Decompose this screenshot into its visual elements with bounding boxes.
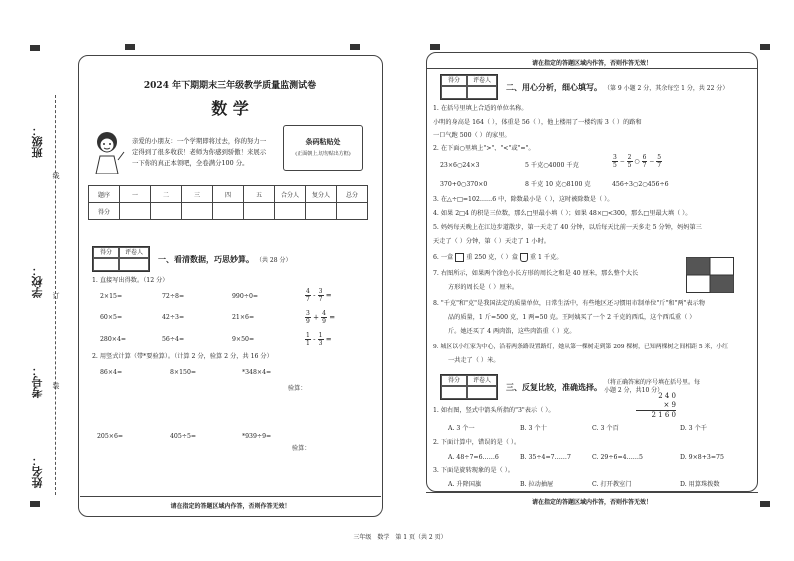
section3-note: （将正确答案的序号填在括号里。每小题 2 分，共10 分） <box>604 379 701 394</box>
section1-note: （共 28 分） <box>256 256 292 264</box>
cup-icon <box>520 253 528 262</box>
fill-q8b: 品的质量，1 斤=500 克，1 两=50 克。王阿姨买了一个 2 千克的西瓜，这个西瓜重（ ） <box>448 314 696 321</box>
mc-option[interactable]: A. 48÷7=6……6 <box>448 454 499 461</box>
class-label: 班级： <box>31 125 44 158</box>
score-cell[interactable] <box>120 203 151 220</box>
fill-q1b: 一口气跑 500（ ）的家里。 <box>433 132 511 139</box>
fill-q9b: 一共走了（ ）米。 <box>448 357 500 364</box>
mc-q1: 1. 如右图，竖式中箭头所指的"3"表示（ ）。 <box>433 407 555 414</box>
score-cell[interactable] <box>182 203 213 220</box>
score-table <box>88 185 368 220</box>
mc-option[interactable]: D. 用算珠拨数 <box>680 481 720 488</box>
vertical-calc: *939÷9= <box>242 433 272 440</box>
score-cell: 二 <box>151 186 182 203</box>
bind-char: 装 <box>52 382 60 389</box>
registration-mark <box>350 44 360 50</box>
section-score-box <box>92 246 150 272</box>
score-cell[interactable] <box>244 203 275 220</box>
registration-mark <box>125 44 135 50</box>
mc-option[interactable]: A. 3 个一 <box>448 425 475 432</box>
mc-q2: 2. 下面计算中，错误的是（ ）。 <box>433 439 521 446</box>
fill-q1a: 小明的身高是 164（ ），体重是 56（ ），他上楼用了一楼约需 3（ ）的路和 <box>433 119 642 126</box>
score-cell: 题序 <box>89 186 120 203</box>
score-cell[interactable] <box>213 203 244 220</box>
q1-instruction: 1. 直接写出得数。（12 分） <box>92 277 169 284</box>
mini-score-cell[interactable] <box>441 86 467 99</box>
score-cell: 五 <box>244 186 275 203</box>
compare-item: 23×6○24×3 <box>440 162 480 169</box>
fill-q5a: 5. 妈妈每天晚上在江边步道散步，第一天走了 40 分钟，以后每天比前一天多走 5 分钟，妈妈第三 <box>433 224 702 231</box>
name-label: 姓名： <box>31 455 44 488</box>
q2-instruction: 2. 用竖式计算（带*要验算）。（计算 2 分，验算 2 分，共 16 分） <box>92 353 273 360</box>
vertical-calc: 405÷5= <box>170 433 197 440</box>
right-top-note: 请在指定的答题区域内作答，否则作答无效！ <box>531 60 652 67</box>
oral-item: 990÷0= <box>232 293 259 300</box>
section2-title: 二、用心分析，细心填写。 <box>506 82 602 92</box>
fraction-item: $\frac{4}{7}$ - $\frac{3}{7}$ = <box>306 288 332 303</box>
rectangle-figure <box>686 257 734 293</box>
fill-q8c: 斤。她还买了 4 两肉馅，这些肉馅重（ ）克。 <box>448 328 576 335</box>
fraction-item: $\frac{3}{9}$ + $\frac{4}{9}$ = <box>306 310 336 325</box>
registration-mark <box>760 501 770 507</box>
vertical-calc: 86×4= <box>100 369 123 376</box>
mc-option[interactable]: D. 3 个千 <box>680 425 707 432</box>
barcode-note: (正面朝上,切勿贴出方框) <box>295 151 351 157</box>
exam-title: 2024 年下期期末三年级教学质量监测试卷 <box>143 81 317 91</box>
mini-grader-cell[interactable] <box>119 258 149 271</box>
vertical-calc: 205×6= <box>97 433 124 440</box>
check-label: 验算： <box>288 385 307 392</box>
score-cell: 三 <box>182 186 213 203</box>
score-cell[interactable] <box>151 203 182 220</box>
school-label: 学校： <box>31 265 44 298</box>
mc-option[interactable]: B. 35÷4=7……7 <box>520 454 571 461</box>
fill-q4: 4. 如果 2□4 的积是三位数，那么□里最小填（ ）；如果 48×□<300，那么□里最大填（ ）。 <box>433 210 692 217</box>
vertical-calc: *348×4= <box>242 369 272 376</box>
score-cell: 得分 <box>89 203 120 220</box>
mc-option[interactable]: C. 29÷6=4……5 <box>592 454 643 461</box>
mini-grader-label: 评卷人 <box>119 247 149 258</box>
compare-item: 456÷3○2○456÷6 <box>612 181 669 188</box>
mc-q3: 3. 下面是旋转现象的是（ ）。 <box>433 467 514 474</box>
section1-title: 一、看清数据，巧思妙算。 <box>158 254 254 264</box>
registration-mark <box>30 501 40 507</box>
section2-header <box>440 74 728 100</box>
score-cell: 一 <box>120 186 151 203</box>
oral-item: 56÷4= <box>162 336 185 343</box>
fill-q9a: 9. 城区以小红家为中心，沿着两条路设置路灯，她从第一棵树走到第 209 棵树，已知两棵树之间相距 5 米，小红 <box>433 344 729 350</box>
mini-grader-label: 评卷人 <box>467 375 497 386</box>
left-footer-rule <box>80 496 381 497</box>
oral-item: 42÷3= <box>162 314 185 321</box>
right-top-rule <box>426 68 758 69</box>
registration-mark <box>760 44 770 50</box>
fraction-item: $\frac{1}{1}$ - $\frac{1}{3}$ = <box>306 332 332 347</box>
score-cell: 复分人 <box>306 186 337 203</box>
score-cell[interactable] <box>306 203 337 220</box>
left-footer-note: 请在指定的答题区域内作答，否则作答无效！ <box>170 503 291 510</box>
teacher-cartoon-icon <box>88 130 126 174</box>
score-cell: 总分 <box>337 186 368 203</box>
fill-q3: 3. 在△÷□=102……6 中，除数最小是（ ），这时被除数是（ ）。 <box>433 196 614 203</box>
fill-q1: 1. 在括号里填上合适的单位名称。 <box>433 105 528 112</box>
mini-score-cell[interactable] <box>93 258 119 271</box>
compare-item: 370+0○370×0 <box>440 181 488 188</box>
fill-q2: 2. 在下面○里填上">"、"<"或"="。 <box>433 145 535 152</box>
order-char: 订 <box>52 292 60 299</box>
oral-item: 9×50= <box>232 336 255 343</box>
mc-option[interactable]: D. 9×8+3=75 <box>680 454 724 461</box>
fill-q6: 6. 一盒 重 250 克，（ ）盒 重 1 千克。 <box>433 254 563 261</box>
oral-item: 280×4= <box>100 336 127 343</box>
score-cell: 合分人 <box>275 186 306 203</box>
fill-q7a: 7. 右图所示，如果两个涂色小长方形的周长之和是 40 厘米，那么整个大长 <box>433 270 639 277</box>
vertical-multiplication: 2 4 0 × 9 2 1 6 0 <box>636 392 676 420</box>
oral-item: 60×5= <box>100 314 123 321</box>
section-score-box <box>440 74 498 100</box>
mini-grader-label: 评卷人 <box>467 75 497 86</box>
mini-score-label: 得分 <box>93 247 119 258</box>
score-cell: 四 <box>213 186 244 203</box>
mini-score-cell[interactable] <box>441 386 467 399</box>
subject-title: 数 学 <box>211 99 249 118</box>
mc-option[interactable]: B. 3 个十 <box>520 425 547 432</box>
vertical-calc: 8×150= <box>170 369 197 376</box>
barcode-title: 条码粘贴处 <box>305 137 341 146</box>
score-cell[interactable] <box>275 203 306 220</box>
score-cell[interactable] <box>337 203 368 220</box>
compare-item: 8 千克 10 克○8100 克 <box>525 181 591 188</box>
fill-q7b: 方形的周长是（ ）厘米。 <box>448 284 519 291</box>
registration-mark <box>30 45 40 51</box>
exam-no-label: 考号： <box>31 365 44 398</box>
oral-item: 21×6= <box>232 314 255 321</box>
section1-header <box>92 246 291 272</box>
mini-score-label: 得分 <box>441 75 467 86</box>
section2-note: （第 9 小题 2 分，其余每空 1 分，共 22 分） <box>604 84 729 92</box>
section3-title: 三、反复比较，准确选择。 <box>506 382 602 392</box>
mini-grader-cell[interactable] <box>467 386 497 399</box>
compare-item: 5 千克○4000 千克 <box>525 162 579 169</box>
fill-q5b: 天走了（ ）分钟，第（ ）天走了 1 小时。 <box>433 238 550 245</box>
right-footer-note: 请在指定的答题区域内作答，否则作答无效！ <box>531 499 652 506</box>
right-footer-rule <box>426 492 758 493</box>
check-label: 验算： <box>292 445 311 452</box>
mini-score-label: 得分 <box>441 375 467 386</box>
fill-q8a: 8. "千克"和"克"是我国法定的质量单位，日常生活中，有些地区还习惯用市制单位"斤"和"两"表示物 <box>433 300 705 307</box>
oral-item: 72÷8= <box>162 293 185 300</box>
milk-box-icon <box>455 253 464 262</box>
line-char: 线 <box>52 172 60 179</box>
greeting-text: 亲爱的小朋友：一个学期即将过去，你的努力一定得到了很多收获！老师为你感到骄傲！来展示一下你的真正本领吧，全卷满分100 分。 <box>132 137 267 167</box>
oral-item: 2×15= <box>100 293 123 300</box>
barcode-box <box>283 125 363 171</box>
mc-option[interactable]: A. 升降国旗 <box>448 481 482 488</box>
mc-option[interactable]: C. 3 个百 <box>592 425 619 432</box>
section-score-box <box>440 374 498 400</box>
mini-grader-cell[interactable] <box>467 86 497 99</box>
mc-option[interactable]: C. 打开教室门 <box>592 481 632 488</box>
registration-mark <box>430 44 440 50</box>
page-footer: 三年级 数学 第 1 页（共 2 页） <box>353 534 447 541</box>
mc-option[interactable]: B. 拉动抽屉 <box>520 481 554 488</box>
fraction-compare: $\frac{3}{5}$ − $\frac{2}{5}$ ○ $\frac{6}{7}$ − $\frac{5}{7}$ <box>613 154 662 169</box>
